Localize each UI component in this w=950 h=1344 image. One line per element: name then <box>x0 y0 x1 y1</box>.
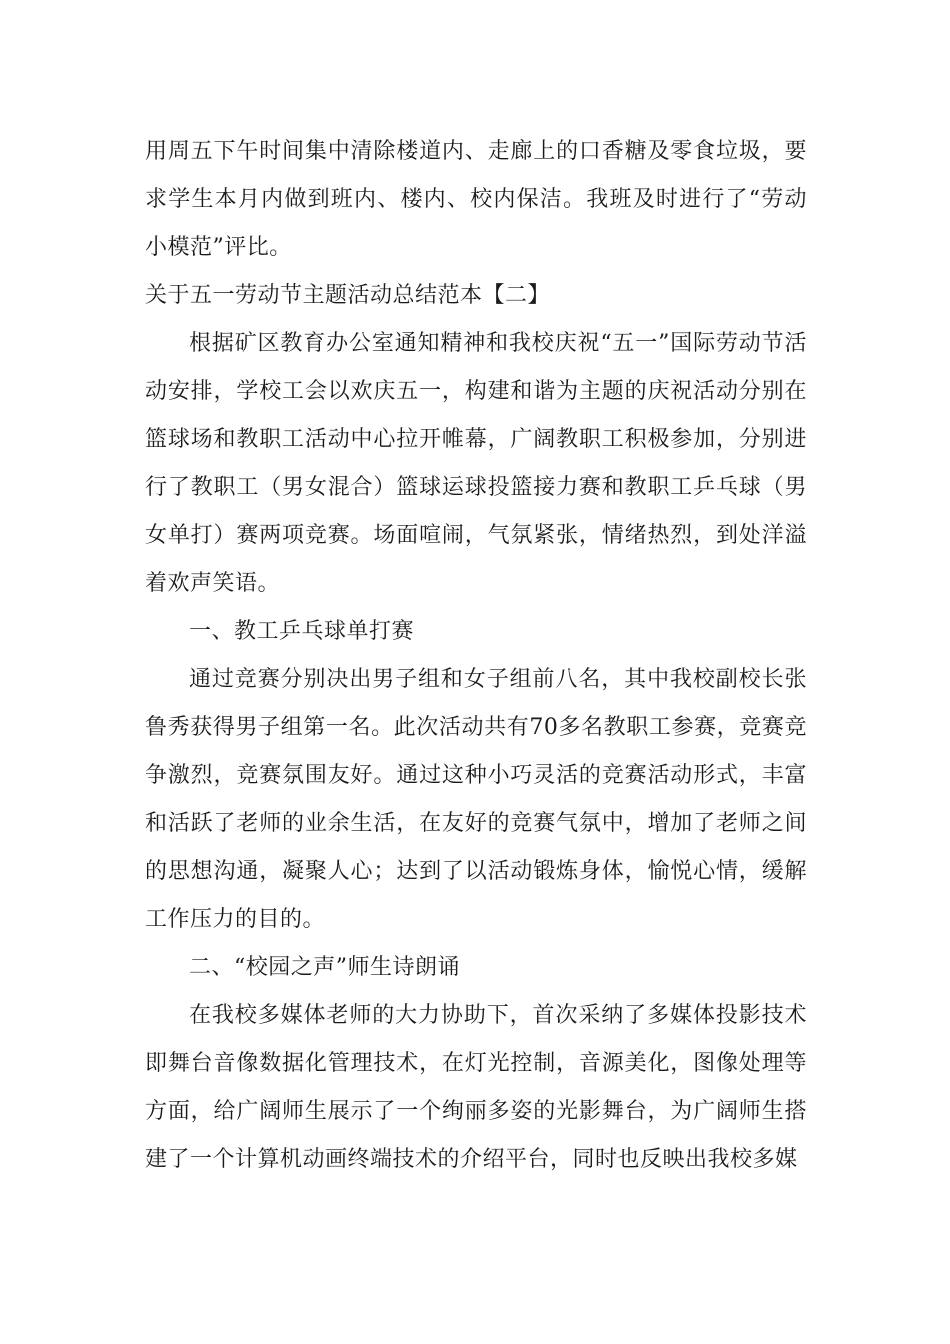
continuation-paragraph: 用周五下午时间集中清除楼道内、走廊上的口香糖及零食垃圾，要求学生本月内做到班内、楼内、校内保洁。我班及时进行了“劳动小模范”评比。 <box>145 139 807 260</box>
section-title: 关于五一劳动节主题活动总结范本【二】 <box>145 283 551 308</box>
heading-poetry: 二、“校园之声”师生诗朗诵 <box>189 955 460 980</box>
pingpong-paragraph: 通过竞赛分别决出男子组和女子组前八名，其中我校副校长张鲁秀获得男子组第一名。此次活动共有70多名教职工参赛，竞赛竞争激烈，竞赛氛围友好。通过这种小巧灵活的竞赛活动形式，丰富和活跃了老师的业余生活，在友好的竞赛气氛中，增加了老师之间的思想沟通，凝聚人心；达到了以活动锻炼身体，愉悦心情，缓解工作压力的目的。 <box>145 667 807 932</box>
heading-pingpong: 一、教工乒乓球单打赛 <box>189 619 415 644</box>
poetry-paragraph: 在我校多媒体老师的大力协助下，首次采纳了多媒体投影技术即舞台音像数据化管理技术，在灯光控制，音源美化，图像处理等方面，给广阔师生展示了一个绚丽多姿的光影舞台，为广阔师生搭建了一个计算机动画终端技术的介绍平台，同时也反映出我校多媒 <box>145 1003 807 1172</box>
intro-paragraph: 根据矿区教育办公室通知精神和我校庆祝“五一”国际劳动节活动安排，学校工会以欢庆五一，构建和谐为主题的庆祝活动分别在篮球场和教职工活动中心拉开帷幕，广阔教职工积极参加，分别进行了教职工（男女混合）篮球运球投篮接力赛和教职工乒乓球（男女单打）赛两项竞赛。场面喧闹，气氛紧张，情绪热烈，到处洋溢着欢声笑语。 <box>145 331 807 596</box>
document-body <box>145 128 807 1184</box>
